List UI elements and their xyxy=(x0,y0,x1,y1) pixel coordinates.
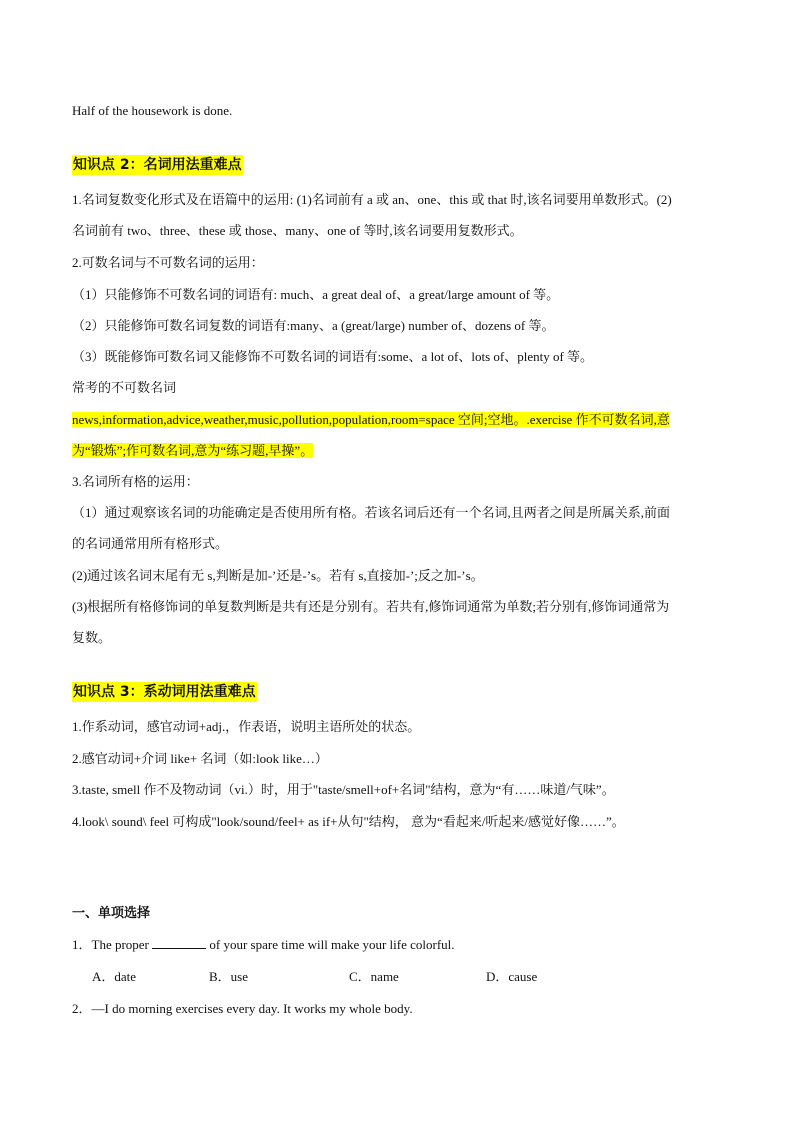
question-1 xyxy=(72,936,724,954)
kp2-item-3-1b: 的名词通常用所有格形式。 xyxy=(72,536,229,551)
kp2-paragraph-1a: 1.名词复数变化形式及在语篇中的运用: (1)名词前有 a 或 an、one、this 或 that 时,该名词要用单数形式。(2) xyxy=(72,192,672,207)
knowledge-point-2-heading: 知识点 2：名词用法重难点 xyxy=(73,157,242,173)
kp2-paragraph-3: 3.名词所有格的运用： xyxy=(72,474,199,489)
kp2-item-3-1a: （1）通过观察该名词的功能确定是否使用所有格。若该名词后还有一个名词,且两者之间是所属关系,前面 xyxy=(72,505,671,520)
question-1-option-b: B．use xyxy=(209,969,249,984)
question-1-option-c: C．name xyxy=(349,969,399,984)
uncountable-highlight-a: news,information,advice,weather,music,pollution,population,room=space 空间;空地。.exercise 作不可数名词,意 xyxy=(72,412,670,427)
uncountable-highlight-b: 为“锻炼”;作可数名词,意为“练习题,早操”。 xyxy=(72,443,314,458)
kp3-paragraph-2: 2.感官动词+介词 like+ 名词（如:look like…） xyxy=(72,751,328,766)
question-1-suffix: of your spare time will make your life colorful. xyxy=(209,937,455,952)
kp2-paragraph-2: 2.可数名词与不可数名词的运用： xyxy=(72,255,264,270)
question-1-option-d: D．cause xyxy=(486,969,538,984)
question-2: 2．—I do morning exercises every day. It works my whole body. xyxy=(72,1001,413,1016)
exercise-section-title: 一、单项选择 xyxy=(72,906,151,921)
uncountable-list-a xyxy=(72,411,724,429)
question-1-prefix: 1．The proper xyxy=(72,937,149,952)
question-1-option-a: A．date xyxy=(92,969,137,984)
uncountable-label: 常考的不可数名词 xyxy=(72,380,177,395)
kp2-item-2-2: （2）只能修饰可数名词复数的词语有:many、a (great/large) number of、dozens of 等。 xyxy=(72,318,555,333)
kp3-paragraph-3: 3.taste, smell 作不及物动词（vi.）时，用于"taste/smell+of+名词"结构，意为“有……味道/气味”。 xyxy=(72,782,615,797)
kp3-paragraph-4: 4.look\ sound\ feel 可构成"look/sound/feel+ as if+从句"结构， 意为“看起来/听起来/感觉好像……”。 xyxy=(72,814,625,829)
kp2-item-2-3: （3）既能修饰可数名词又能修饰不可数名词的词语有:some、a lot of、lots of、plenty of 等。 xyxy=(72,349,594,364)
question-1-blank xyxy=(152,936,206,949)
kp2-item-3-3b: 复数。 xyxy=(72,630,112,645)
intro-sentence: Half of the housework is done. xyxy=(72,103,233,118)
knowledge-point-3-heading: 知识点 3：系动词用法重难点 xyxy=(73,684,256,700)
kp2-item-3-2: (2)通过该名词末尾有无 s,判断是加-’还是-’s。若有 s,直接加-’;反之加-’s。 xyxy=(72,568,484,583)
kp2-paragraph-1b: 名词前有 two、three、these 或 those、many、one of 等时,该名词要用复数形式。 xyxy=(72,223,523,238)
kp2-item-2-1: （1）只能修饰不可数名词的词语有: much、a great deal of、a great/large amount of 等。 xyxy=(72,287,560,302)
kp2-item-3-3a: (3)根据所有格修饰词的单复数判断是共有还是分别有。若共有,修饰词通常为单数;若分别有,修饰词通常为 xyxy=(72,599,670,614)
uncountable-list-b xyxy=(72,442,724,460)
kp3-paragraph-1: 1.作系动词，感官动词+adj.，作表语，说明主语所处的状态。 xyxy=(72,719,421,734)
